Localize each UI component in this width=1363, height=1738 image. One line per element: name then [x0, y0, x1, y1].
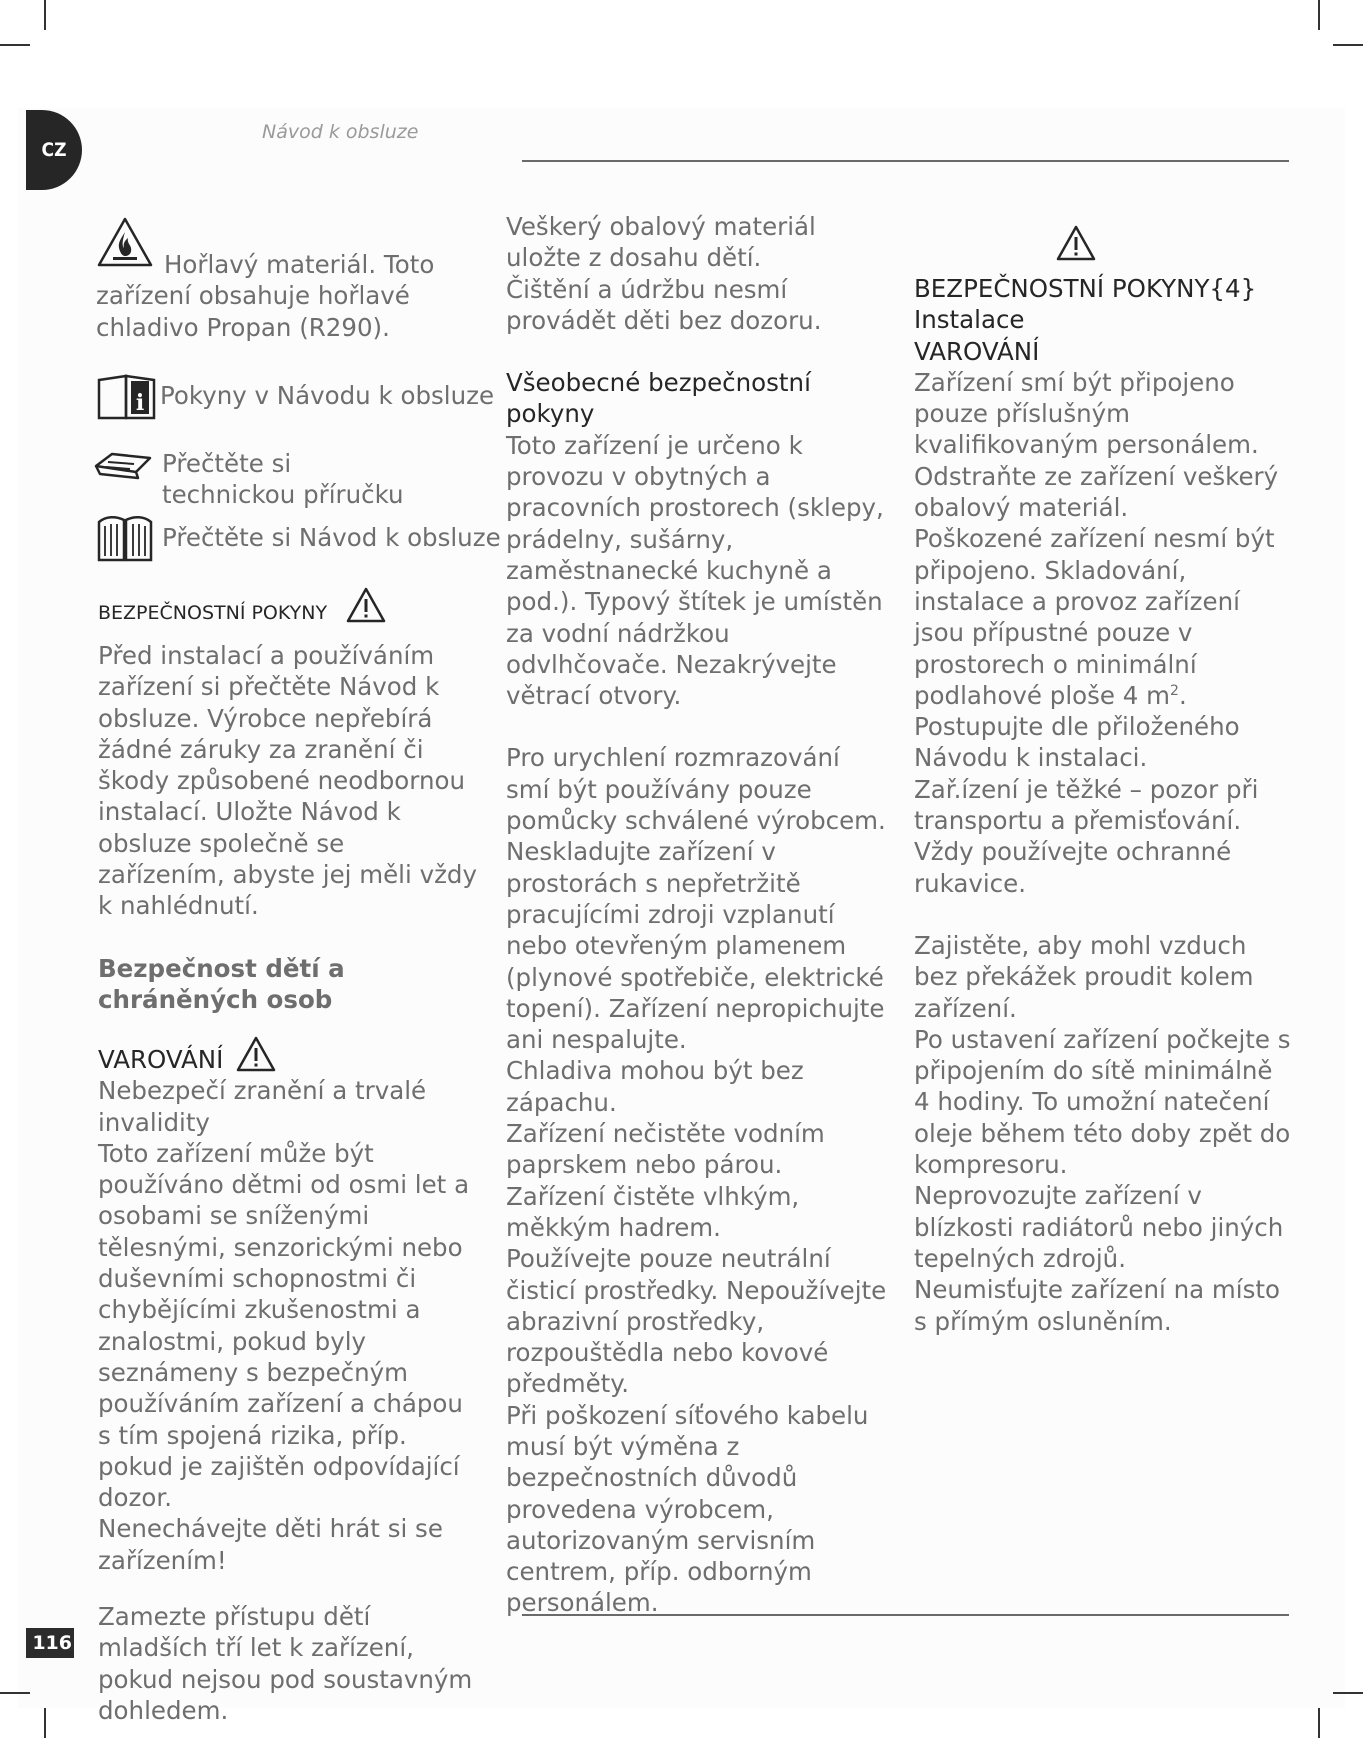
warning-label: VAROVÁNÍ: [914, 336, 1040, 366]
crop-mark: [1318, 1708, 1320, 1738]
crop-mark: [1333, 44, 1363, 46]
usage-text: Toto zařízení může být používáno dětmi od osmi let a osobami se sníženými tělesnými, senzorickými nebo duševními schopnostmi či chybějícími zkušenostmi a znalostmi, pokud byly seznámeny s bezpečným používáním zařízení a chápou s tím spojená rizika, příp. pokud je zajištěn odpovídající dozor.: [98, 1138, 470, 1513]
warning-icon: [345, 586, 387, 624]
heavy-text: Zař.ízení je těžké – pozor při transportu a přemisťování. Vždy používejte ochranné rukavice.: [914, 774, 1259, 898]
damaged-text: Poškozené zařízení nesmí být připojeno. Skladování, instalace a provoz zařízení jsou přípustné pouze v prostorech o minimální podlahové ploše 4 $m^2$. Postupujte dle přiloženého Návodu k instalaci.: [914, 524, 1275, 773]
water-text: Zařízení nečistěte vodním paprskem nebo párou. Zařízení čistěte vlhkým, měkkým hadrem.: [506, 1119, 825, 1242]
airflow-text: Zajistěte, aby mohl vzduch bez překážek proudit kolem zařízení.: [914, 930, 1254, 1023]
no-play-text: Nenechávejte děti hrát si se zařízením!: [98, 1514, 443, 1575]
radiator-text: Neprovozujte zařízení v blízkosti radiátorů nebo jiných tepelných zdrojů.: [914, 1181, 1284, 1273]
language-tab: CZ: [26, 110, 82, 190]
installation-safety-heading: BEZPEČNOSTNÍ POKYNY{4}: [914, 274, 1257, 303]
crop-mark: [1318, 0, 1320, 30]
detergent-text: Používejte pouze neutrální čisticí prostředky. Nepoužívejte abrazivní prostředky, rozpouštědla nebo kovové předměty.: [506, 1244, 887, 1399]
sun-text: Neumisťujte zařízení na místo s přímým osluněním.: [914, 1275, 1280, 1336]
safety-heading-row: [98, 586, 387, 624]
technical-manual-text: Přečtěte si technickou příručku: [162, 449, 404, 510]
crop-mark: [44, 1708, 46, 1738]
warning-icon: [235, 1035, 277, 1073]
general-text: Toto zařízení je určeno k provozu v obytných a pracovních prostorech (sklepy, prádelny, sušárny, zaměstnanecké kuchyně a pod.). Typový štítek je umístěn za vodní nádržkou odvlhčovače. Nezakrývejte větrací otvory.: [506, 430, 884, 711]
cleaning-text: Čištění a údržbu nesmí provádět děti bez dozoru.: [506, 274, 822, 335]
open-book-text: Přečtěte si Návod k obsluze: [162, 523, 501, 552]
manual-info-text: Pokyny v Návodu k obsluze: [160, 381, 495, 410]
header-title: Návod k obsluze: [262, 121, 419, 143]
flammable-icon: [96, 216, 154, 268]
flammable-row: [96, 216, 476, 343]
crop-mark: [0, 1692, 30, 1694]
open-book-row: [96, 512, 501, 564]
warning-icon: [1055, 224, 1097, 262]
technical-manual-row: [94, 448, 422, 511]
installation-subheading: Instalace: [914, 305, 1025, 335]
flammable-text: Hořlavý materiál. Toto zařízení obsahuje hořlavé chladivo Propan (R290).: [96, 250, 435, 342]
remove-text: Odstraňte ze zařízení veškerý obalový materiál.: [914, 461, 1279, 523]
refrigerant-text: Chladiva mohou být bez zápachu.: [506, 1056, 804, 1117]
page-number: 116: [26, 1628, 74, 1658]
children-heading: Bezpečnost dětí a chráněných osob: [98, 953, 345, 1014]
safety-heading: BEZPEČNOSTNÍ POKYNY: [98, 602, 328, 624]
warning-heading-row: [98, 1035, 478, 1075]
general-heading: Všeobecné bezpečnostní pokyny: [506, 368, 811, 429]
open-book-icon: [96, 512, 154, 564]
connect-text: Zařízení smí být připojeno pouze příslušným kvalifikovaným personálem.: [914, 367, 1259, 460]
manual-info-row: [96, 372, 494, 422]
crop-mark: [1333, 1692, 1363, 1694]
column-1: [98, 640, 478, 1726]
manual-info-icon: [96, 372, 158, 422]
header-rule: [522, 160, 1289, 162]
superscript: 2: [1170, 682, 1179, 699]
svg-text:i: i: [135, 390, 145, 416]
danger-text: Nebezpečí zranění a trvalé invalidity: [98, 1076, 427, 1137]
safety-text: Před instalací a používáním zařízení si přečtěte Návod k obsluze. Výrobce nepřebírá žádné záruky za zranění či škody způsobené neodbornou instalací. Uložte Návod k obsluze společně se zařízením, abyste jej měli vždy k nahlédnutí.: [98, 641, 477, 921]
packaging-text: Veškerý obalový materiál uložte z dosahu dětí.: [506, 212, 816, 273]
defrost-text: Pro urychlení rozmrazování smí být používány pouze pomůcky schválené výrobcem.: [506, 743, 886, 836]
cable-text: Při poškození síťového kabelu musí být výměna z bezpečnostních důvodů provedena výrobcem, autorizovaným servisním centrem, příp. odborným personálem.: [506, 1400, 869, 1618]
wait-text: Po ustavení zařízení počkejte s připojením do sítě minimálně 4 hodiny. To umožní natečení oleje během této doby zpět do kompresoru.: [914, 1024, 1291, 1180]
crop-mark: [44, 0, 46, 30]
column-3: [914, 273, 1294, 1337]
crop-mark: [0, 44, 30, 46]
column-2: [506, 211, 888, 1619]
access-text: Zamezte přístupu dětí mladších tří let k zařízení, pokud nejsou pod soustavným dohledem.: [98, 1602, 473, 1725]
warning-label: VAROVÁNÍ: [98, 1044, 224, 1074]
storage-text: Neskladujte zařízení v prostorách s nepřetržitě pracujícími zdroji vzplanutí nebo otevřeným plamenem (plynové spotřebiče, elektrické topení). Zařízení nepropichujte ani nespalujte.: [506, 837, 885, 1055]
technical-manual-icon: [94, 448, 154, 482]
